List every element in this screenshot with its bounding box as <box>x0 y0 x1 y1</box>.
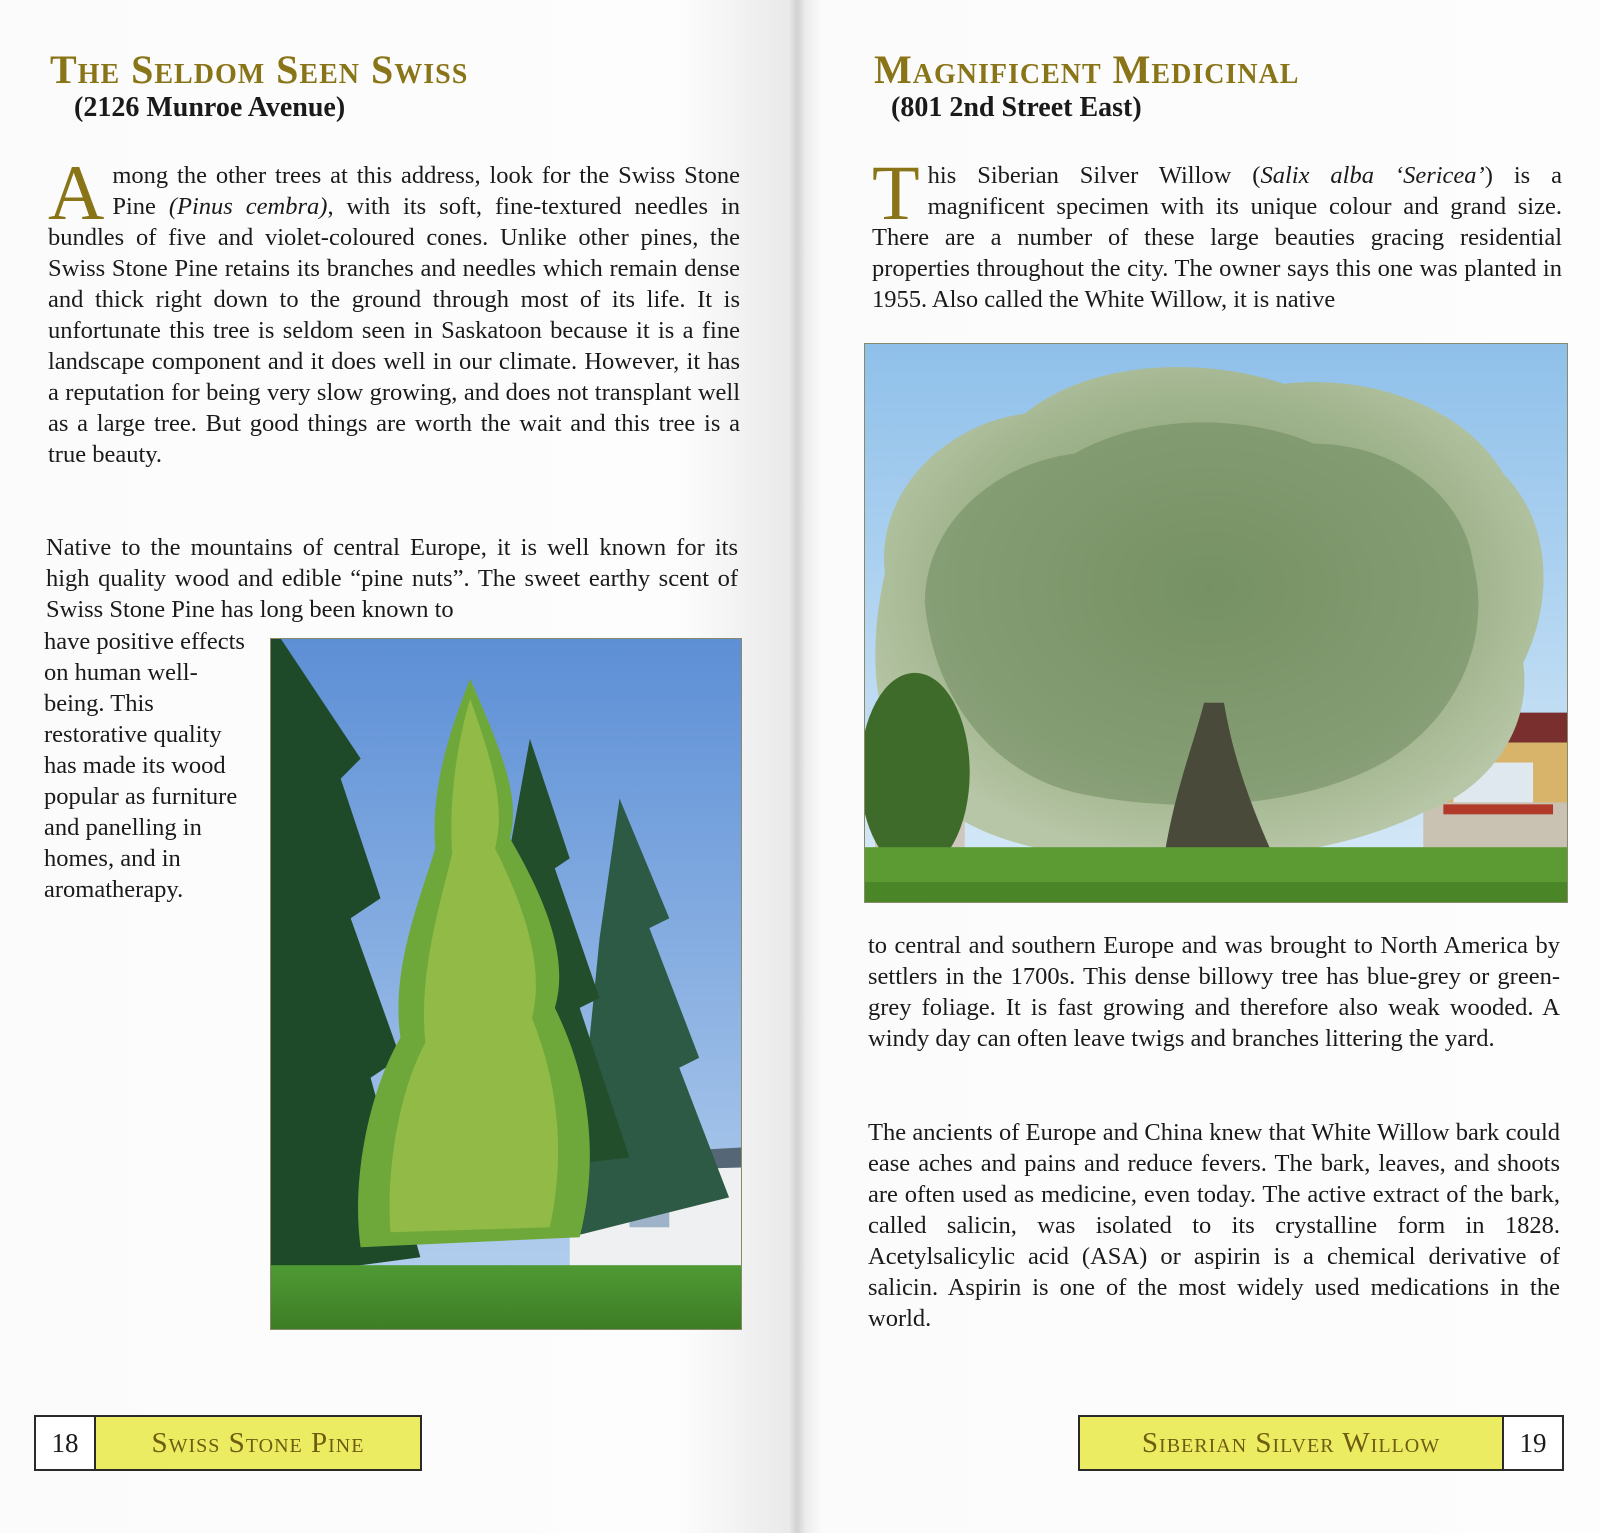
right-paragraph-1: This Siberian Silver Willow (Salix alba ‘Sericea’) is a magnificent specimen with its unique colour and grand size. There are a number of these large beauties gracing residential properties throughout the city. The owner says this one was planted in 1955. Also called the White Willow, it is native <box>872 149 1563 313</box>
right-page-title: Magnificent Medicinal <box>874 47 1300 92</box>
left-page-title: The Seldom Seen Swiss <box>50 47 469 92</box>
left-drop-cap: A <box>48 149 105 236</box>
book-gutter <box>790 0 804 1533</box>
left-page-subtitle: (2126 Munroe Avenue) <box>74 92 346 123</box>
left-paragraph-2-top: Native to the mountains of central Europe, it is well known for its high quality wood and edible “pine nuts”. The sweet earthy scent of Swiss Stone Pine has long been known to <box>46 534 738 623</box>
right-page-subtitle: (801 2nd Street East) <box>891 92 1142 123</box>
left-page-number: 18 <box>36 1417 94 1469</box>
right-drop-cap: T <box>872 149 920 236</box>
left-footer <box>34 1415 422 1471</box>
left-paragraph-2-side: have positive effects on human well-being. This restorative quality has made its wood popular as furniture and panelling in homes, and in aromatherapy. <box>44 628 245 903</box>
right-footer-label: Siberian Silver Willow <box>1080 1417 1502 1469</box>
left-footer-label: Swiss Stone Pine <box>96 1417 420 1469</box>
right-paragraph-2: to central and southern Europe and was brought to North America by settlers in the 1700s. This dense billowy tree has blue-grey or green-grey foliage. It is fast growing and therefore also weak wooded. A windy day can often leave twigs and branches littering the yard. <box>868 932 1560 1052</box>
right-page-number: 19 <box>1504 1417 1562 1469</box>
left-paragraph-1: Among the other trees at this address, look for the Swiss Stone Pine (Pinus cembra), with its soft, fine-textured needles in bundles of five and violet-coloured cones. Unlike other pines, the Swiss Stone Pine retains its branches and needles which remain dense and thick right down to the ground through most of its life. It is unfortunate this tree is seldom seen in Saskatoon because it is a fine landscape component and it does well in our climate. However, it has a reputation for being very slow growing, and does not transplant well as a large tree. But good things are worth the wait and this tree is a true beauty. <box>48 149 740 468</box>
right-paragraph-3: The ancients of Europe and China knew that White Willow bark could ease aches and pains and reduce fevers. The bark, leaves, and shoots are often used as medicine, even today. The active extract of the bark, called salicin, was isolated to its crystalline form in 1828. Acetylsalicylic acid (ASA) or aspirin is a chemical derivative of salicin. Aspirin is one of the most widely used medications in the world. <box>868 1119 1560 1332</box>
swiss-stone-pine-photo <box>270 638 742 1330</box>
siberian-silver-willow-photo <box>864 343 1568 903</box>
right-footer <box>1078 1415 1564 1471</box>
